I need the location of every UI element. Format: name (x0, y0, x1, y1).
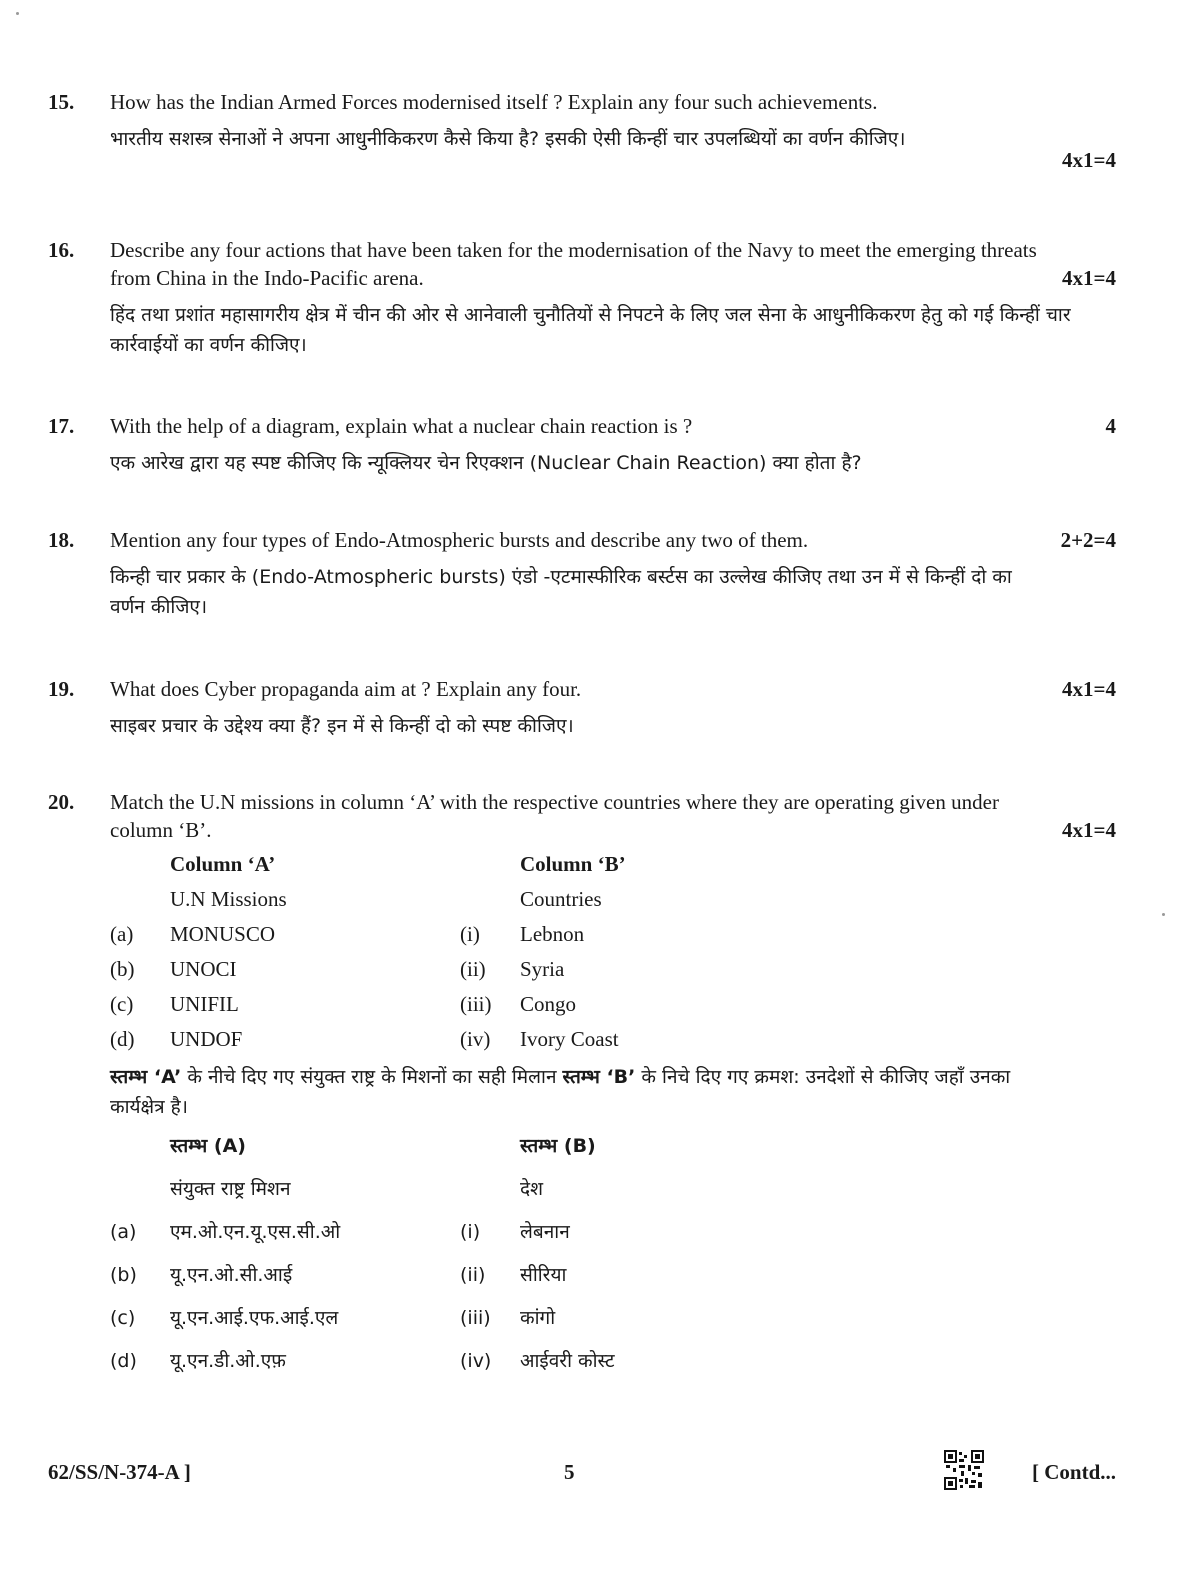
row-label: (d) (110, 1027, 135, 1051)
row-numeral: (i) (460, 922, 480, 946)
question-19 (48, 675, 1116, 741)
marks: 4x1=4 (1062, 677, 1116, 701)
question-number: 19. (48, 677, 75, 701)
question-number: 16. (48, 238, 75, 262)
row-numeral: (iii) (460, 1307, 491, 1329)
question-number: 17. (48, 414, 75, 438)
question-20 (48, 788, 1116, 1390)
marks: 4 (1105, 414, 1116, 438)
row-label: (b) (110, 957, 135, 981)
row-label: (a) (110, 922, 134, 946)
question-text-en: How has the Indian Armed Forces modernised itself ? Explain any four such achievements. (110, 90, 878, 114)
question-15 (48, 88, 1116, 172)
country-name: Lebnon (520, 922, 585, 946)
row-label: (b) (110, 1264, 137, 1286)
question-text-hi: हिंद तथा प्रशांत महासागरीय क्षेत्र में चीन की ओर से आनेवाली चुनौतियों से निपटने के लिए जल सेना के आधुनीकिकरण हेतु को गई किन्हीं चार कार्रवाईयों का वर्णन कीजिए। (110, 304, 1071, 356)
scan-speck (1162, 913, 1165, 916)
country-name: कांगो (520, 1307, 556, 1329)
page-number: 5 (564, 1460, 575, 1484)
qr-code-icon (944, 1450, 984, 1490)
match-row (110, 1261, 1116, 1304)
mission-name: UNOCI (170, 957, 237, 981)
column-b-subheading: देश (520, 1178, 544, 1200)
question-text-hi: साइबर प्रचार के उद्देश्य क्या हैं? इन में से किन्हीं दो को स्पष्ट कीजिए। (110, 715, 574, 737)
question-text-en: Mention any four types of Endo-Atmospheric bursts and describe any two of them. (110, 528, 809, 552)
question-text-hi: भारतीय सशस्त्र सेनाओं ने अपना आधुनीकिकरण कैसे किया है? इसकी ऐसी किन्हीं चार उपलब्धियों का वर्णन कीजिए। (110, 128, 906, 150)
country-name: लेबनान (520, 1221, 570, 1243)
question-number: 15. (48, 90, 75, 114)
country-name: आईवरी कोस्ट (520, 1350, 615, 1372)
marks: 4x1=4 (1062, 818, 1116, 842)
row-numeral: (iv) (460, 1350, 492, 1372)
match-table-en (110, 850, 1116, 1060)
question-number: 18. (48, 528, 75, 552)
row-numeral: (iv) (460, 1027, 491, 1051)
mission-name: यू.एन.डी.ओ.एफ़ (170, 1350, 286, 1372)
question-text-en: What does Cyber propaganda aim at ? Explain any four. (110, 677, 582, 701)
marks: 4x1=4 (1062, 148, 1116, 172)
column-b-heading: स्तम्भ (B) (520, 1135, 596, 1157)
mission-name: MONUSCO (170, 922, 276, 946)
hi-text-part: के निचे दिए गए क्रमश: उनदेशों से कीजिए जहाँ उनका कार्यक्षेत्र है। (110, 1066, 1011, 1118)
question-text-hi: किन्ही चार प्रकार के (Endo-Atmospheric bursts) एंडो -एटमास्फीरिक बर्स्टस का उल्लेख कीजिए तथा उन में से किन्हीं दो का वर्णन कीजिए। (110, 566, 1012, 618)
row-label: (d) (110, 1350, 137, 1372)
marks: 4x1=4 (1062, 266, 1116, 290)
question-text-en: With the help of a diagram, explain what a nuclear chain reaction is ? (110, 414, 693, 438)
country-name: Congo (520, 992, 577, 1016)
column-a-subheading: U.N Missions (170, 887, 287, 911)
question-17 (48, 412, 1116, 478)
question-text-hi (110, 1062, 1050, 1122)
column-a-heading: स्तम्भ (A) (170, 1135, 246, 1157)
question-text-en: Describe any four actions that have been taken for the modernisation of the Navy to meet the emerging threats from China in the Indo-Pacific arena. (110, 238, 1037, 290)
page-footer (48, 1450, 1116, 1490)
row-label: (a) (110, 1221, 137, 1243)
hi-text-part: के नीचे दिए गए संयुक्त राष्ट्र के मिशनों का सही मिलान (181, 1066, 563, 1088)
question-text-en: Match the U.N missions in column ‘A’ with the respective countries where they are operating given under column ‘B’. (110, 790, 999, 842)
row-numeral: (ii) (460, 957, 486, 981)
mission-name: UNIFIL (170, 992, 239, 1016)
mission-name: एम.ओ.एन.यू.एस.सी.ओ (170, 1221, 341, 1243)
match-row (110, 1304, 1116, 1347)
mission-name: यू.एन.आई.एफ.आई.एल (170, 1307, 339, 1329)
column-a-heading: Column ‘A’ (170, 852, 276, 876)
mission-name: यू.एन.ओ.सी.आई (170, 1264, 293, 1286)
column-b-subheading: Countries (520, 887, 602, 911)
country-name: Ivory Coast (520, 1027, 619, 1051)
country-name: सीरिया (520, 1264, 567, 1286)
column-b-heading: Column ‘B’ (520, 852, 626, 876)
country-name: Syria (520, 957, 565, 981)
scan-speck (16, 12, 19, 15)
row-numeral: (iii) (460, 992, 492, 1016)
marks: 2+2=4 (1060, 528, 1116, 552)
question-18 (48, 526, 1116, 622)
question-number: 20. (48, 790, 75, 814)
continued-label: [ Contd... (1031, 1460, 1116, 1484)
hi-column-b-ref: स्तम्भ ‘B’ (562, 1066, 636, 1088)
match-row (110, 990, 1116, 1025)
paper-code: 62/SS/N-374-A ] (48, 1460, 191, 1484)
hi-column-a-ref: स्तम्भ ‘A’ (110, 1066, 182, 1088)
match-row (110, 920, 1116, 955)
match-row (110, 1025, 1116, 1060)
column-a-subheading: संयुक्त राष्ट्र मिशन (170, 1178, 291, 1200)
question-text-hi: एक आरेख द्वारा यह स्पष्ट कीजिए कि न्यूक्लियर चेन रिएक्शन (Nuclear Chain Reaction) क्या होता है? (110, 452, 862, 474)
mission-name: UNDOF (170, 1027, 243, 1051)
match-row (110, 1347, 1116, 1390)
question-16 (48, 236, 1116, 360)
row-numeral: (i) (460, 1221, 481, 1243)
row-numeral: (ii) (460, 1264, 486, 1286)
match-table-hi (110, 1132, 1116, 1390)
row-label: (c) (110, 992, 134, 1016)
match-row (110, 1218, 1116, 1261)
match-row (110, 955, 1116, 990)
row-label: (c) (110, 1307, 136, 1329)
